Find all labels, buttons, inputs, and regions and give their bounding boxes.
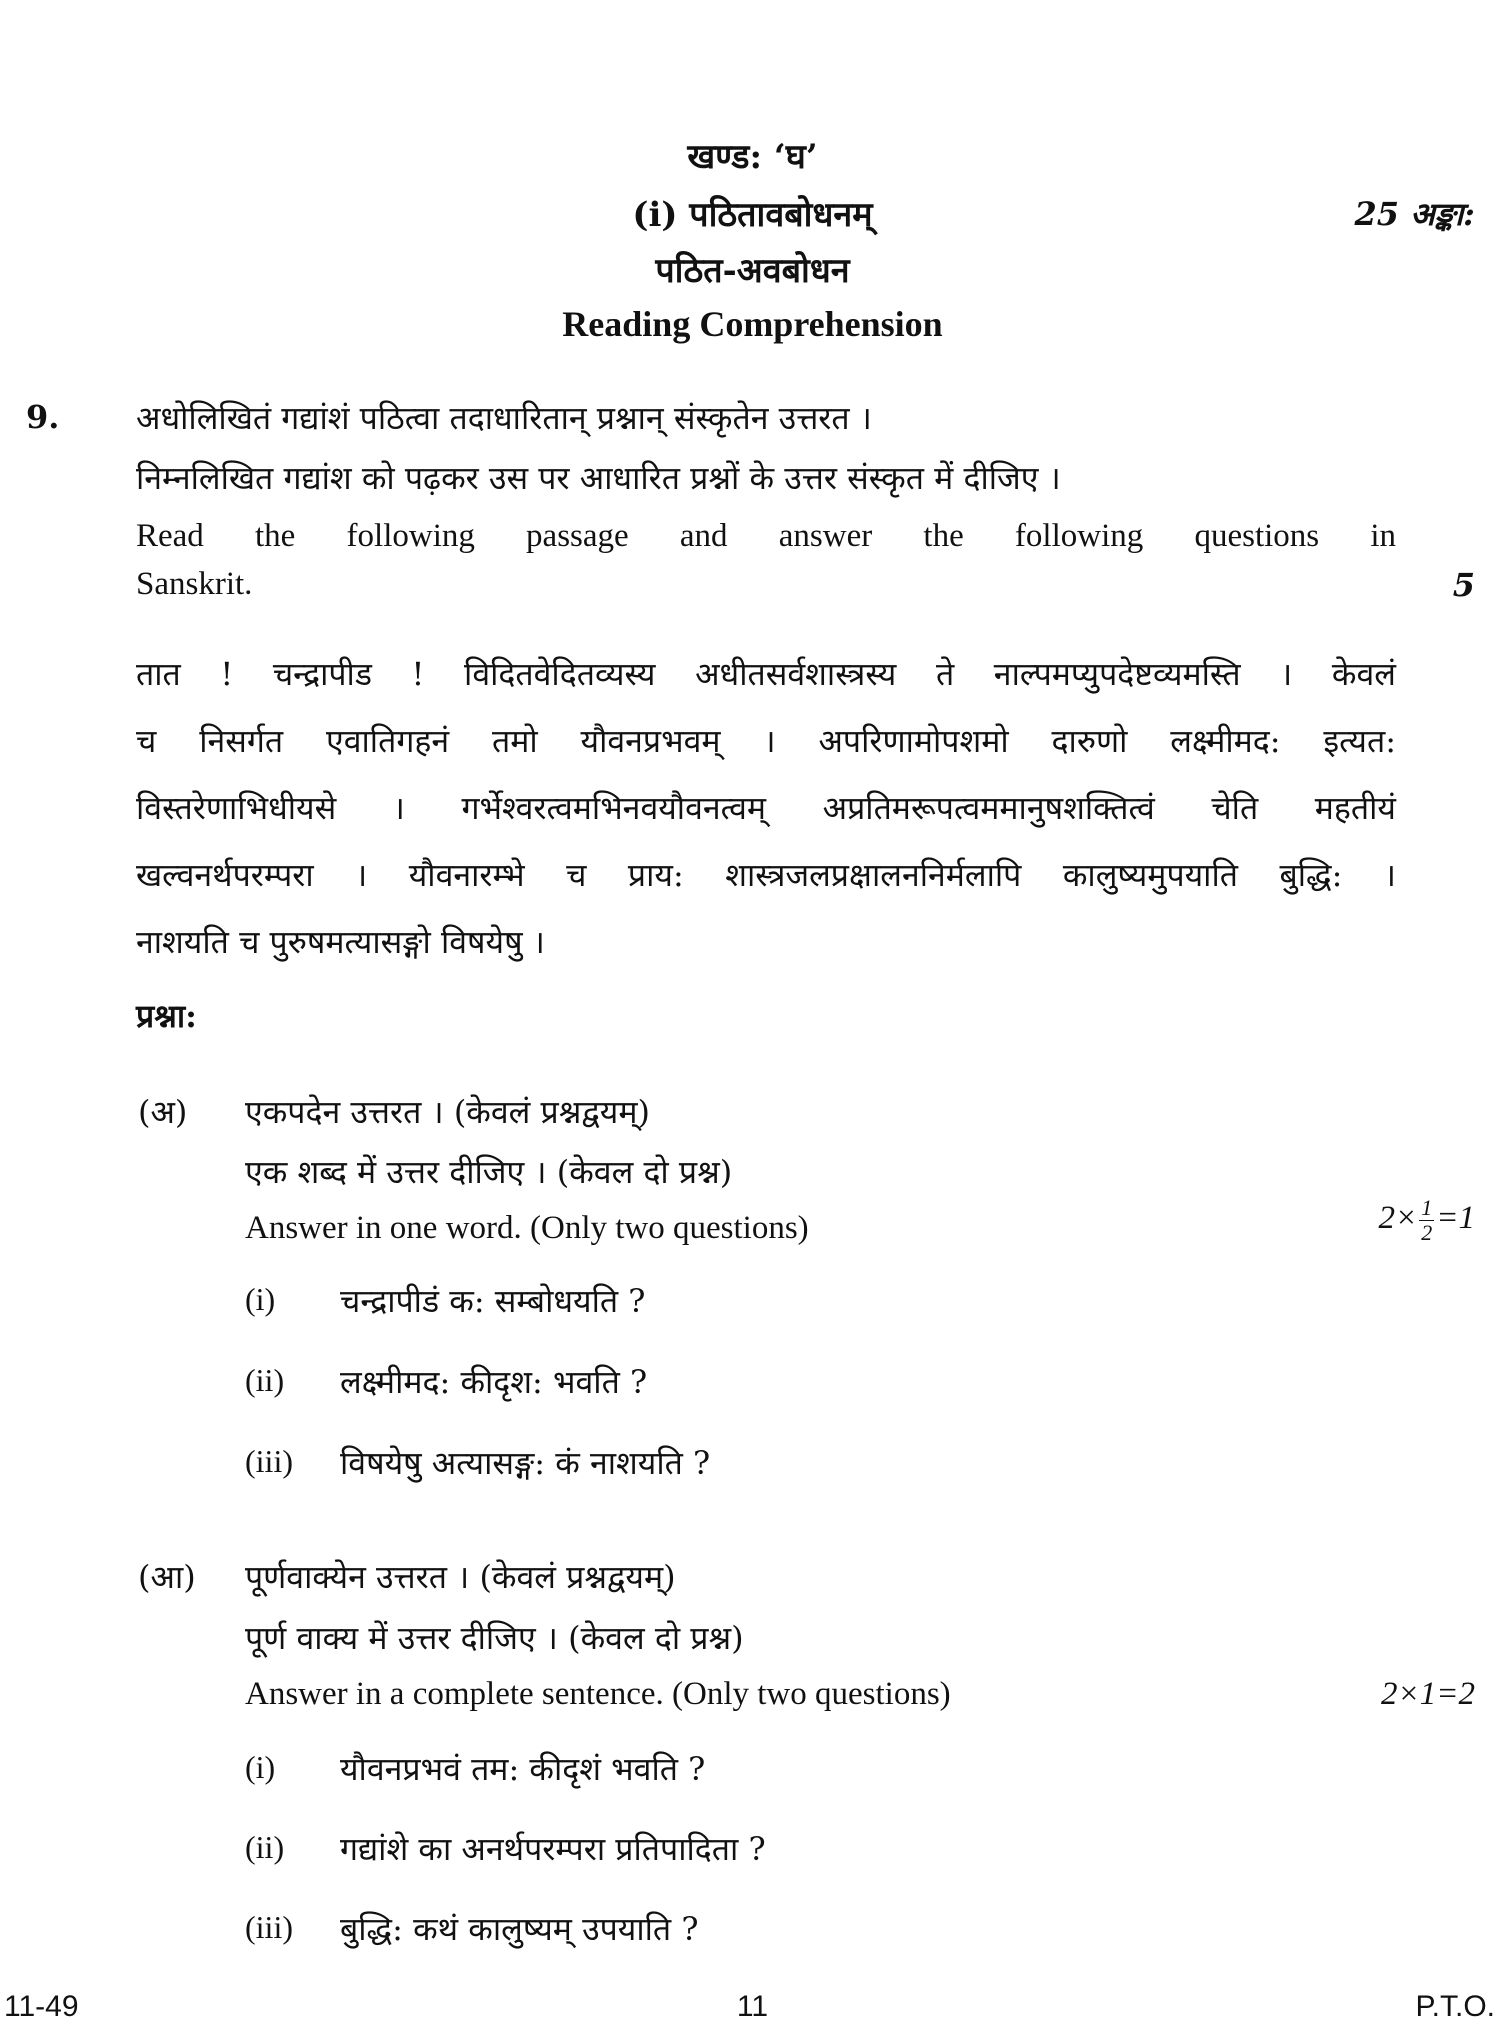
part-a-marks-suffix: =1 bbox=[1436, 1200, 1475, 1237]
part-b-instruction-english: Answer in a complete sentence. (Only two questions) bbox=[245, 1676, 951, 1712]
part-b-label: (आ) bbox=[138, 1558, 196, 1596]
instruction-hindi: निम्नलिखित गद्यांश को पढ़कर उस पर आधारित प्रश्नों के उत्तर संस्कृत में दीजिए । bbox=[136, 459, 1061, 497]
fraction-denominator: 2 bbox=[1421, 1220, 1433, 1245]
part-a-instruction-sanskrit: एकपदेन उत्तरत । (केवलं प्रश्नद्वयम्) bbox=[245, 1093, 650, 1131]
part-b-item-text: यौवनप्रभवं तम: कीदृशं भवति ? bbox=[340, 1750, 706, 1788]
part-b-item-text: बुद्धि: कथं कालुष्यम् उपयाति ? bbox=[340, 1910, 699, 1948]
pto-label: P.T.O. bbox=[1415, 1990, 1495, 2023]
section-marks: 25 अङ्का: bbox=[1354, 195, 1475, 233]
passage bbox=[136, 654, 1396, 989]
passage-line: विस्तरेणाभिधीयसे । गर्भेश्वरत्वमभिनवयौवनत्वम् अप्रतिमरूपत्वममानुषशक्तित्वं चेति महतीयं bbox=[136, 789, 1396, 827]
english-title: Reading Comprehension bbox=[562, 304, 943, 344]
part-a-item-num: (i) bbox=[245, 1281, 276, 1317]
part-a-item-num: (ii) bbox=[245, 1362, 285, 1398]
part-a-marks-prefix: 2× bbox=[1378, 1200, 1418, 1237]
part-a-item-text: लक्ष्मीमद: कीदृश: भवति ? bbox=[340, 1363, 648, 1401]
part-a-label: (अ) bbox=[138, 1093, 188, 1131]
questions-label: प्रश्ना: bbox=[136, 997, 197, 1035]
fraction-numerator: 1 bbox=[1421, 1195, 1433, 1220]
part-b-item-num: (iii) bbox=[245, 1909, 293, 1945]
instruction-sanskrit: अधोलिखितं गद्यांशं पठित्वा तदाधारितान् प्रश्नान् संस्कृतेन उत्तरत । bbox=[136, 399, 872, 437]
fraction bbox=[1419, 1196, 1434, 1245]
part-b-marks: 2×1=2 bbox=[1380, 1676, 1475, 1712]
passage-line: नाशयति च पुरुषमत्यासङ्गो विषयेषु । bbox=[136, 923, 545, 961]
part-a-item-num: (iii) bbox=[245, 1443, 293, 1479]
part-a-item-text: चन्द्रापीडं क: सम्बोधयति ? bbox=[340, 1282, 646, 1320]
hindi-title: पठित-अवबोधन bbox=[655, 251, 850, 291]
instruction-english-line1: Read the following passage and answer the following questions in bbox=[136, 518, 1396, 554]
part-a-marks bbox=[1378, 1196, 1475, 1245]
paper-code: 11-49 bbox=[4, 1990, 79, 2023]
passage-line: तात ! चन्द्रापीड ! विदितवेदितव्यस्य अधीतसर्वशास्त्रस्य ते नाल्पमप्युपदेष्टव्यमस्ति । केवलं bbox=[136, 655, 1396, 693]
part-a-item-text: विषयेषु अत्यासङ्ग: कं नाशयति ? bbox=[340, 1444, 711, 1482]
part-a-instruction-english: Answer in one word. (Only two questions) bbox=[245, 1210, 809, 1246]
part-a-instruction-hindi: एक शब्द में उत्तर दीजिए । (केवल दो प्रश्न) bbox=[245, 1153, 733, 1191]
passage-line: खल्वनर्थपरम्परा । यौवनारम्भे च प्राय: शास्त्रजलप्रक्षालननिर्मलापि कालुष्यमुपयाति बुद्धि: । bbox=[136, 856, 1396, 894]
part-b-instruction-hindi: पूर्ण वाक्य में उत्तर दीजिए । (केवल दो प्रश्न) bbox=[245, 1619, 744, 1657]
question-marks: 5 bbox=[1452, 566, 1475, 604]
part-title: (i) पठितावबोधनम् bbox=[632, 195, 873, 235]
section-title: खण्ड: ‘घ’ bbox=[687, 137, 818, 177]
part-b-item-num: (i) bbox=[245, 1749, 276, 1785]
instruction-english-line2: Sanskrit. bbox=[136, 566, 253, 602]
page-number: 11 bbox=[736, 1990, 769, 2023]
part-b-item-num: (ii) bbox=[245, 1829, 285, 1865]
part-b-instruction-sanskrit: पूर्णवाक्येन उत्तरत । (केवलं प्रश्नद्वयम्) bbox=[245, 1558, 676, 1596]
question-number: 9. bbox=[26, 398, 60, 436]
passage-line: च निसर्गत एवातिगहनं तमो यौवनप्रभवम् । अपरिणामोपशमो दारुणो लक्ष्मीमद: इत्यत: bbox=[136, 722, 1396, 760]
part-b-item-text: गद्यांशे का अनर्थपरम्परा प्रतिपादिता ? bbox=[340, 1830, 766, 1868]
